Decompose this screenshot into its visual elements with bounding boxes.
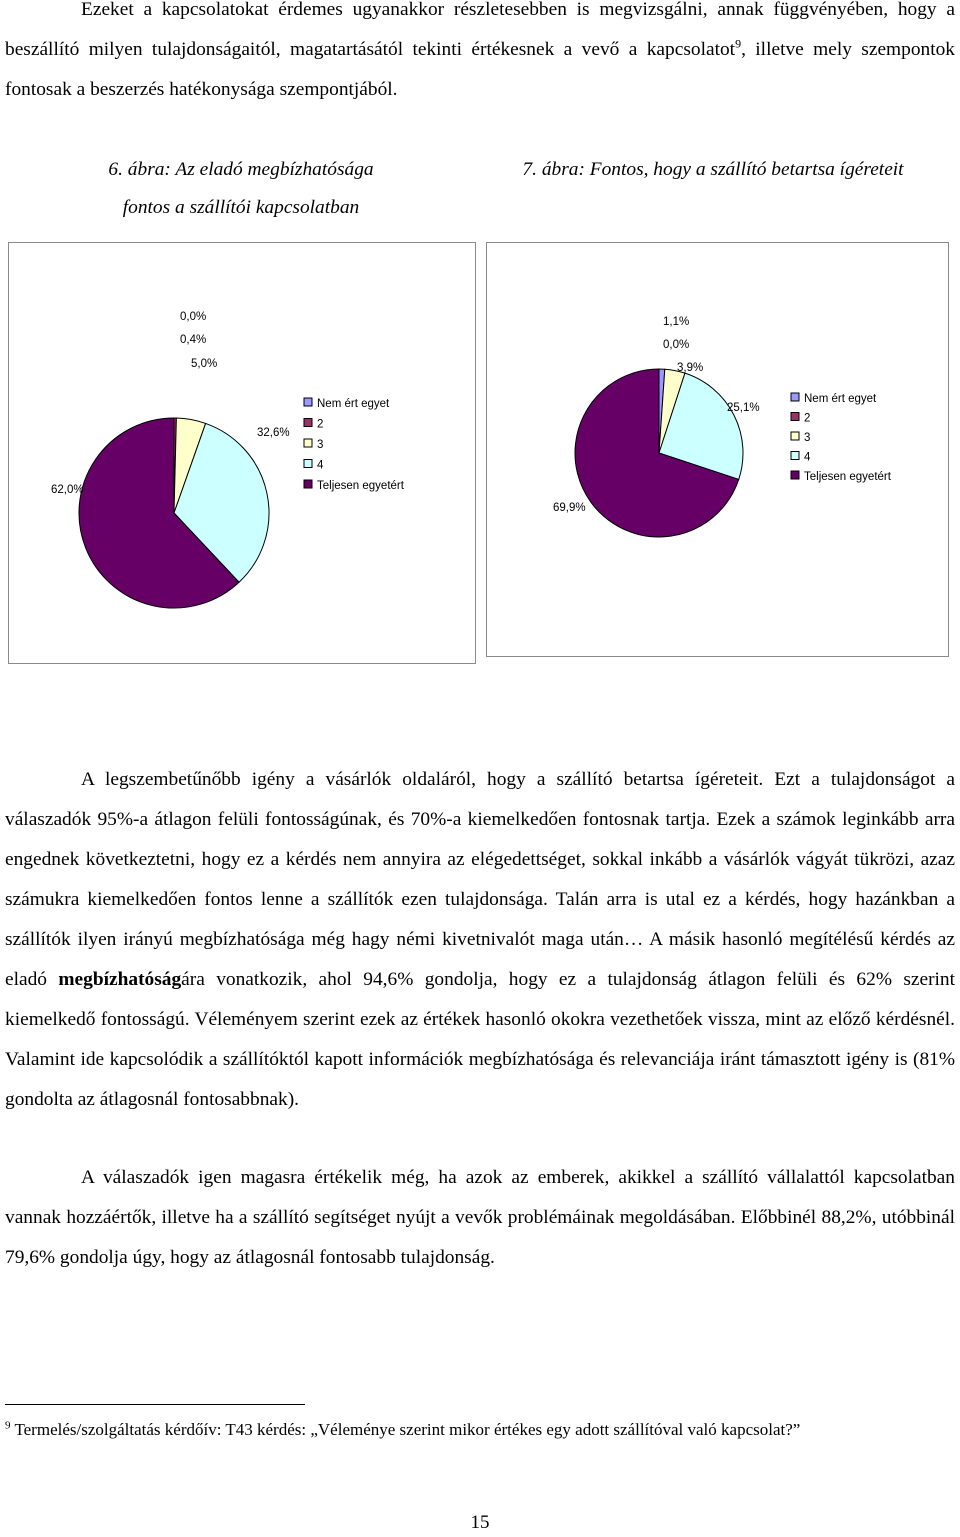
legend-swatch: [791, 432, 799, 440]
legend-swatch: [791, 471, 799, 479]
legend-label: Nem ért egyet: [804, 393, 877, 405]
figure-7-caption: 7. ábra: Fontos, hogy a szállító betartsa ígéreteit: [522, 159, 904, 180]
legend-label: Teljesen egyetért: [317, 480, 404, 492]
pie-data-label: 32,6%: [257, 427, 290, 439]
legend-label: 3: [804, 432, 811, 444]
figure-7-chart: [486, 242, 949, 657]
pie-data-label: 1,1%: [663, 316, 690, 328]
pie-data-label: 69,9%: [553, 502, 586, 514]
legend-swatch: [791, 452, 799, 460]
legend-label: 2: [317, 418, 324, 431]
legend-swatch: [304, 398, 312, 406]
intro-text-end: , illetve mely szempontok fontosak a beszerzés hatékonysága szempontjából.: [5, 39, 955, 100]
footnote-ref[interactable]: 9: [735, 36, 742, 51]
page-number: 15: [470, 1512, 490, 1533]
legend-swatch: [304, 460, 312, 468]
figure-7-pie-svg: [487, 243, 948, 656]
intro-paragraph: [5, 0, 955, 110]
main-text-2: ára vonatkozik, ahol 94,6% gondolja, hogy ez a tulajdonság átlagon felüli és 62% szerint kiemelkedő fontosságú. Véleményem szerint ezek az értékek hasonló okokra vezethetőek vissza, mint az előző kérdésnél. Valamint ide kapcsolódik a szállítóktól kapott információk megbízhatósága és relevanciája iránt támasztott igény is (81% gondolta az átlagosnál fontosabbnak).: [5, 969, 956, 1110]
legend-swatch: [304, 419, 312, 427]
figure-6-caption: [76, 151, 406, 227]
legend-label: 3: [317, 439, 324, 451]
main-paragraph: [5, 760, 955, 1120]
legend-swatch: [791, 393, 799, 401]
footnote: [5, 1418, 955, 1442]
legend-label: 2: [804, 412, 811, 425]
pie-data-label: 62,0%: [51, 484, 84, 496]
pie-data-label: 0,0%: [663, 339, 690, 351]
figure-6-chart: [8, 242, 476, 664]
legend-label: Teljesen egyetért: [804, 471, 891, 483]
legend-swatch: [791, 413, 799, 421]
footnote-separator: [5, 1404, 305, 1405]
bold-term: megbízhatóság: [58, 969, 182, 990]
intro-text: Ezeket a kapcsolatokat érdemes ugyanakkor részletesebben is megvizsgálni, annak függvényében, hogy a beszállító milyen tulajdonságaitól, magatartásától tekinti értékesnek a vevő a kapcsolatot: [5, 0, 955, 60]
footnote-number: 9: [5, 1419, 11, 1432]
pie-data-label: 25,1%: [727, 402, 760, 414]
pie-data-label: 0,4%: [180, 334, 207, 346]
legend-swatch: [304, 480, 312, 488]
pie-data-label: 3,9%: [677, 362, 704, 374]
pie-data-label: 5,0%: [191, 358, 218, 370]
legend-label: 4: [804, 451, 811, 464]
legend-label: Nem ért egyet: [317, 398, 390, 410]
footnote-text: Termelés/szolgáltatás kérdőív: T43 kérdés: „Véleménye szerint mikor értékes egy adott szállítóval való kapcsolat?”: [10, 1420, 801, 1439]
legend-label: 4: [317, 459, 324, 472]
figure-6-caption-line2: fontos a szállítói kapcsolatban: [122, 197, 360, 218]
figure-6-caption-line1: 6. ábra: Az eladó megbízhatósága: [108, 159, 374, 180]
figure-6-pie-svg: [9, 243, 475, 663]
pie-data-label: 0,0%: [180, 311, 207, 323]
legend-swatch: [304, 439, 312, 447]
main-text-1: A legszembetűnőbb igény a vásárlók oldaláról, hogy a szállító betartsa ígéreteit. Ezt a tulajdonságot a válaszadók 95%-a átlagon felüli fontosságúnak, és 70%-a kiemelkedően fontosnak tartja. Ezek a számok leginkább arra engednek következtetni, hogy ez a kérdés nem annyira az elégedettséget, sokkal inkább a vásárlók vágyát tükrözi, azaz számukra kiemelkedően fontos lenne a szállítók ezen tulajdonsága. Talán arra is utal ez a kérdés, hogy hazánkban a szállítók ilyen irányú megbízhatósága még hagy némi kivetnivalót maga után… A másik hasonló megítélésű kérdés az eladó: [5, 769, 955, 990]
closing-paragraph: A válaszadók igen magasra értékelik még, ha azok az emberek, akikkel a szállító vállalattól kapcsolatban vannak hozzáértők, illetve ha a szállító segítséget nyújt a vevők problémáinak megoldásában. Előbbinél 88,2%, utóbbinál 79,6% gondolja úgy, hogy az átlagosnál fontosabb tulajdonság.: [5, 1167, 955, 1268]
